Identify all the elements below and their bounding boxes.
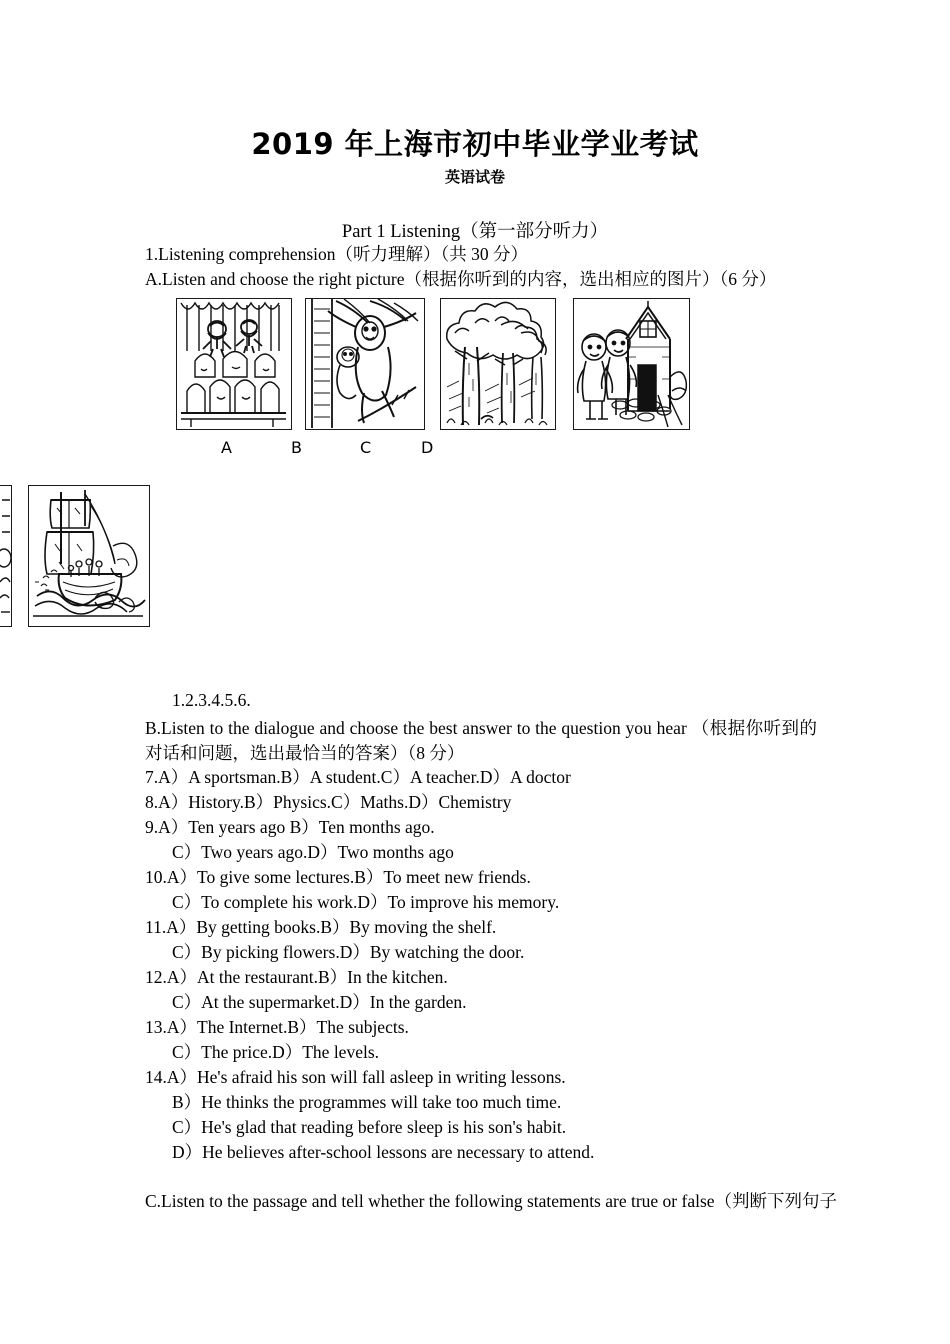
picture-choice-label-c: C [360, 438, 372, 457]
question-8-line-1: 8.A）History.B）Physics.C）Maths.D）Chemistry [145, 792, 512, 812]
question-9-line-1: 9.A）Ten years ago B）Ten months ago. [145, 817, 435, 837]
question-11-line-1: 11.A）By getting books.B）By moving the shelf. [145, 917, 497, 937]
question-13-line-1: 13.A）The Internet.B）The subjects. [145, 1017, 409, 1037]
picture-panel-b [305, 298, 425, 430]
page-title: 2019 年上海市初中毕业学业考试 [251, 127, 699, 161]
question-10-line-2: C）To complete his work.D）To improve his memory. [172, 892, 560, 912]
picture-panel-d [573, 298, 690, 430]
question-14-line-1: 14.A）He's afraid his son will fall asleep in writing lessons. [145, 1067, 566, 1087]
part-heading: Part 1 Listening（第一部分听力） [341, 222, 609, 242]
picture-panel-ship [28, 485, 150, 627]
question-12-line-2: C）At the supermarket.D）In the garden. [172, 992, 467, 1012]
picture-choice-label-a: A [221, 438, 232, 457]
question-12-line-1: 12.A）At the restaurant.B）In the kitchen. [145, 967, 448, 987]
question-14-line-2: B）He thinks the programmes will take too much time. [172, 1092, 562, 1112]
picture-panel-c [440, 298, 556, 430]
picture-choice-label-b: B [291, 438, 302, 457]
question-14-line-3: C）He's glad that reading before sleep is his son's habit. [172, 1117, 567, 1137]
item-numbers: 1.2.3.4.5.6. [172, 690, 251, 710]
page-subtitle: 英语试卷 [444, 168, 505, 186]
picture-panel-partial [0, 485, 12, 627]
question-14-line-4: D）He believes after-school lessons are necessary to attend. [172, 1142, 595, 1162]
question-11-line-2: C）By picking flowers.D）By watching the door. [172, 942, 525, 962]
section-b-heading: B.Listen to the dialogue and choose the best answer to the question you hear （根据你听到的对话和问题，选出最恰当的答案）（8 分） [145, 718, 817, 763]
section-a-heading: A.Listen and choose the right picture（根据你听到的内容，选出相应的图片）（6 分） [145, 269, 777, 289]
picture-choice-label-d: D [421, 438, 434, 457]
picture-panel-a [176, 298, 292, 430]
question-9-line-2: C）Two years ago.D）Two months ago [172, 842, 454, 862]
question-10-line-1: 10.A）To give some lectures.B）To meet new friends. [145, 867, 531, 887]
question-13-line-2: C）The price.D）The levels. [172, 1042, 380, 1062]
section-c-heading: C.Listen to the passage and tell whether the following statements are true or false（判断下列句子 [145, 1191, 838, 1211]
question-7-line-1: 7.A）A sportsman.B）A student.C）A teacher.D）A doctor [145, 767, 571, 787]
section-1-heading: 1.Listening comprehension（听力理解）（共 30 分） [145, 244, 529, 264]
